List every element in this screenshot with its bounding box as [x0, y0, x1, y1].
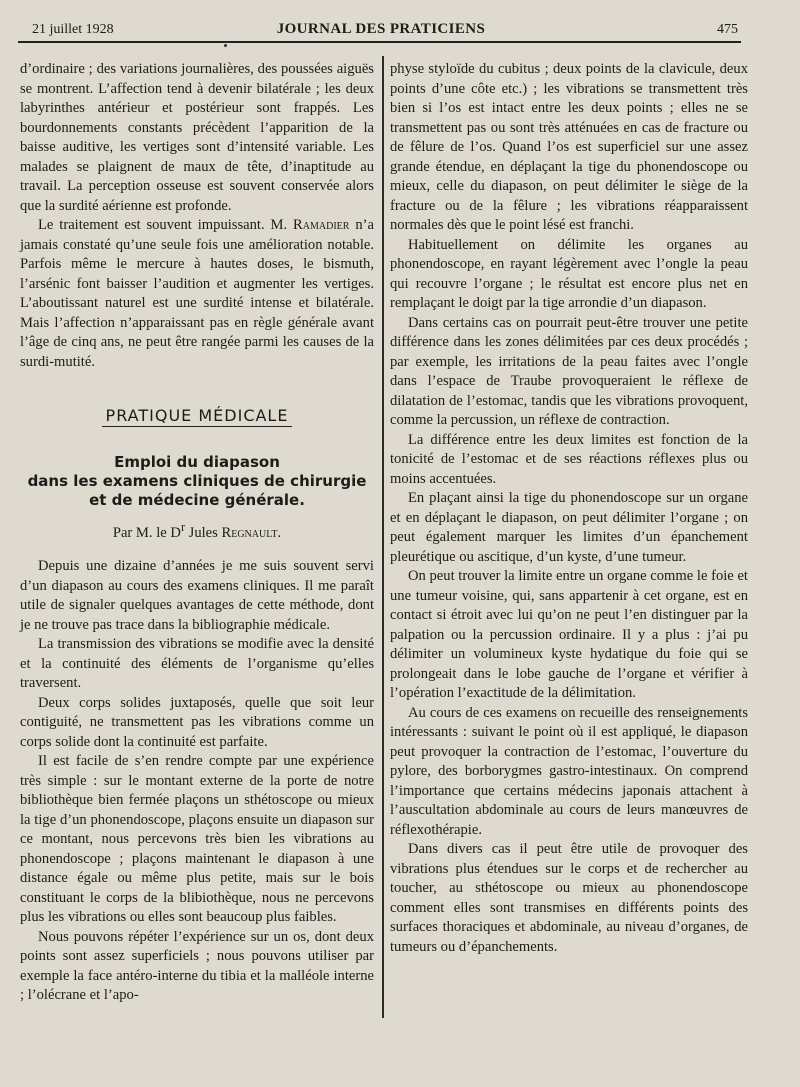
text-run: Par M. le D	[112, 524, 181, 541]
paragraph: Nous pouvons répéter l’expérience sur un os, dont deux points sont assez superficiels ; nous pouvons utiliser par exemple la face antéro-interne du tibia et la malléole interne ; l’olécrane et l’apo-	[20, 928, 374, 1004]
column-divider	[382, 56, 384, 1018]
article-title-line: Emploi du diapason	[114, 453, 280, 471]
author-name: Regnault	[221, 524, 278, 541]
text-run: .	[277, 524, 282, 541]
header-date: 21 juillet 1928	[32, 22, 114, 37]
text-run: r	[180, 520, 185, 534]
paragraph: Deux corps solides juxtaposés, quelle que soit leur contiguité, ne transmettent pas les vibrations comme un corps solide dont la continuité est parfaite.	[20, 694, 374, 750]
page-number: 475	[717, 22, 738, 37]
section-title: PRATIQUE MÉDICALE	[105, 406, 289, 425]
paragraph: Au cours de ces examens on recueille des renseignements intéressants : suivant le point où il est appliqué, le diapason peut provoquer la contraction de l’estomac, l’ouverture du pylore, des borborygmes gastro-intestinaux. On comprend l’importance que certains médecins japonais attachent à l’auscultation abdominale au cours de leurs manœuvres de réflexothérapie.	[390, 704, 748, 838]
article-title-line: dans les examens cliniques de chirurgie	[27, 472, 367, 490]
paragraph: Il est facile de s’en rendre compte par une expérience très simple : sur le montant externe de la porte de notre bibliothèque bien fermée plaçons un sthétoscope ou mieux la tige d’un phonendoscope, plaçons ensuite un diapason sur ce montant, nous percevons très bien les vibrations au phonendoscope ; plaçons maintenant le diapason à une distance égale ou même plus petite, mais sur le bois constituant le corps de la blibiothèque, nous ne percevons plus les vibrations ou elles sont beaucoup plus faibles.	[20, 753, 374, 926]
header-ornament	[224, 44, 227, 47]
paragraph: Dans certains cas on pourrait peut-être trouver une petite différence dans les zones délimitées par ces deux procédés ; par exemple, les irritations de la peau faites avec l’ongle dans l’espace de Traube provoqueraient le réflexe de dilatation de l’estomac, tandis que les vibrations provoquent, comme la percussion, un réflexe de contraction.	[390, 314, 748, 428]
paragraph: Depuis une dizaine d’années je me suis souvent servi d’un diapason au cours des examens cliniques. Il me paraît utile de signaler quelques avantages de cette méthode, dont je ne trouve pas trace dans la bibliographie médicale.	[20, 558, 374, 633]
paragraph: On peut trouver la limite entre un organe comme le foie et une tumeur voisine, qui, sans appartenir à cet organe, est en contact si étroit avec lui qu’on ne peut l’en distinguer par la palpation ou la percussion ordinaire. Il y a plus : j’ai pu délimiter un volumineux kyste hydatique du foie qui se prolongeait dans le lobe gauche de l’organe et vérifier à l’opération l’exactitude de la délimitation.	[390, 568, 748, 701]
journal-title: JOURNAL DES PRATICIENS	[276, 21, 486, 37]
paragraph: La transmission des vibrations se modifie avec la densité et la continuité des éléments de l’organisme qu’elles traversent.	[20, 636, 374, 692]
article-title	[20, 453, 374, 510]
left-column	[20, 60, 374, 1006]
paragraph: physe styloïde du cubitus ; deux points de la clavicule, deux points d’une côte etc.) ; les vibrations se transmettent très bien si l’os est intact entre les deux points ; elles ne se transmettent pas ou sont très atténuées en cas de fracture ou de fêlure de l’os. Quand l’os est superficiel sur une assez grande étendue, en déplaçant la tige du phonendoscope ou mieux, celle du diapason, on peut délimiter le siège de la fracture ou de la fêlure ; les vibrations réapparaissent normales dès que le point lésé est franchi.	[390, 61, 748, 233]
author-name: Ramadier	[293, 217, 350, 233]
paragraph	[20, 216, 374, 372]
text-run: Le traitement est souvent impuissant. M.	[38, 217, 294, 233]
section-heading	[20, 406, 374, 427]
paragraph: En plaçant ainsi la tige du phonendoscope sur un organe et en déplaçant le diapason, on peut délimiter l’organe ; on peut également marquer les limites d’un épanchement pleurétique ou ascitique, d’un kyste, d’une tumeur.	[390, 490, 748, 565]
paragraph: d’ordinaire ; des variations journalières, des poussées aiguës se montrent. L’affection tend à devenir bilatérale ; les deux labyrinthes antérieur et postérieur sont frappés. Les bourdonnements constants précèdent l’apparition de la baisse auditive, les vertiges sont d’intensité variable. Les malades se plaignent de maux de tête, d’inaptitude au travail. La perception osseuse est souvent conservée alors que la surdité aérienne est profonde.	[20, 61, 374, 214]
header-rule	[18, 41, 741, 43]
paragraph: La différence entre les deux limites est fonction de la tonicité de l’estomac et de ses réactions réflexes plus ou moins accentuées.	[390, 431, 748, 487]
right-column	[390, 60, 748, 957]
byline	[20, 518, 374, 543]
paragraph: Habituellement on délimite les organes au phonendoscope, en rayant légèrement avec l’ongle la peau qui recouvre l’organe ; le résultat est encore plus net en remplaçant le doigt par la tige arrondie d’un diapason.	[390, 236, 748, 311]
text-run: Jules	[185, 524, 222, 541]
page-header	[18, 18, 744, 40]
text-run: n’a jamais constaté qu’une seule fois une amélioration notable. Parfois même le mercure à hautes doses, le bismuth, l’arsénic font baisser l’audition et augmenter les vertiges. L’aboutissant naturel est une surdité intense et bilatérale. Mais l’affection n’apparaissant pas en règle générale avant l’âge de cinq ans, ne peut être rangée parmi les causes de la surdi-mutité.	[20, 217, 374, 370]
section-rule	[102, 426, 292, 428]
paragraph: Dans divers cas il peut être utile de provoquer des vibrations plus étendues sur le corps et de rechercher au toucher, au sthétoscope ou mieux au phonendoscope comment elles sont transmises en différents points des surfaces thoraciques et abdominale, au niveau d’organes, de tumeurs ou d’épanchements.	[390, 841, 748, 955]
article-title-line: et de médecine générale.	[89, 491, 305, 509]
